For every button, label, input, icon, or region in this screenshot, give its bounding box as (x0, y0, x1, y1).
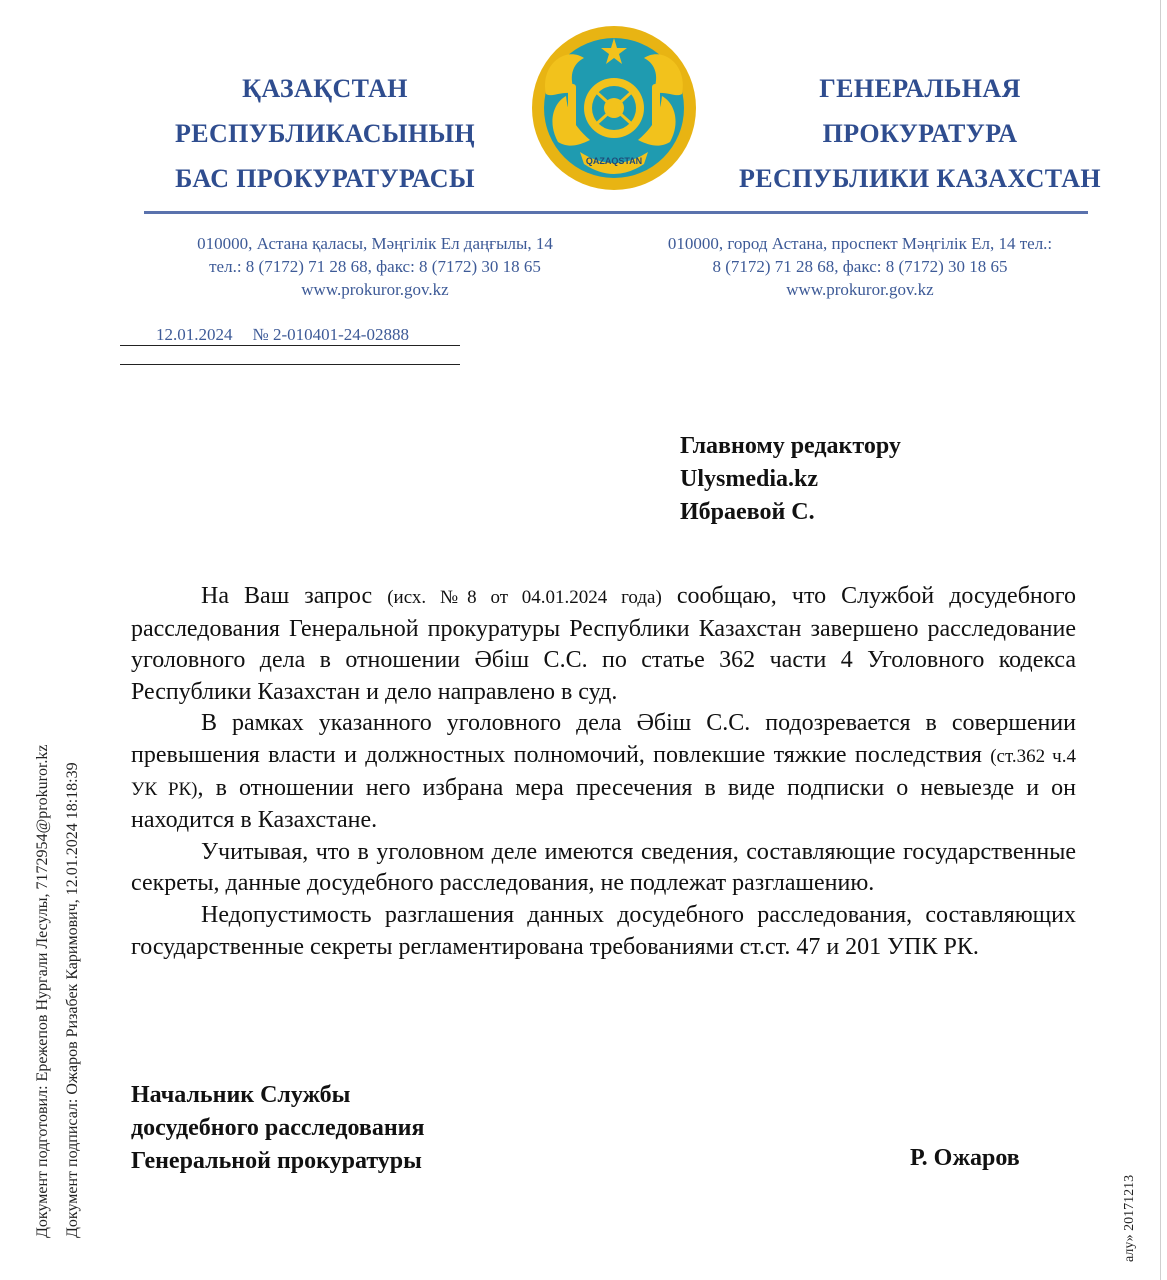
article-reference: (ст.362 ч.4 УК РК) (131, 745, 1076, 800)
address-kz (130, 232, 620, 301)
header-ru-line: ПРОКУРАТУРА (822, 119, 1018, 148)
paragraph-text: На Ваш запрос (201, 583, 388, 609)
registration-number (156, 325, 409, 345)
signer-name: Р. Ожаров (910, 1145, 1020, 1171)
addressee-block (680, 430, 901, 529)
address-ru-line: 8 (7172) 71 28 68, факс: 8 (7172) 30 18 65 (712, 257, 1008, 276)
header-ru-title (710, 66, 1130, 201)
header-ru-line: ГЕНЕРАЛЬНАЯ (819, 74, 1021, 103)
side-note-prepared: Документ подготовил: Ережепов Нургали Лесулы, 7172954@prokuror.kz (34, 744, 51, 1238)
body-paragraph: Учитывая, что в уголовном деле имеются сведения, составляющие государственные секреты, данные досудебного расследования, не подлежат разглашению. (131, 838, 1076, 897)
header-ru-line: РЕСПУБЛИКИ КАЗАХСТАН (738, 164, 1102, 193)
letter-body (131, 581, 1076, 963)
address-ru-line: 010000, город Астана, проспект Мәңгілік Ел, 14 тел.: (667, 234, 1053, 253)
header-kz-line: ҚАЗАҚСТАН (242, 74, 408, 103)
paragraph-text: В рамках указанного уголовного дела Әбіш С.С. подозревается в совершении превышения власти и должностных полномочий, повлекшие тяжкие последствия (131, 710, 1076, 768)
header-kz-title (115, 66, 535, 201)
signature-title-line: досудебного расследования (131, 1115, 425, 1141)
side-note-right-edge: алу» 20171213 (1122, 1174, 1137, 1262)
emblem-caption: QAZAQSTAN (585, 156, 643, 166)
signature-title (131, 1079, 424, 1178)
signature-title-line: Начальник Службы (131, 1082, 351, 1108)
addressee-line: Ибраевой С. (680, 499, 815, 525)
state-emblem-icon (528, 24, 700, 196)
signature-title-line: Генеральной прокуратуры (131, 1148, 422, 1174)
addressee-line: Ulysmedia.kz (680, 466, 818, 492)
paragraph-text: , в отношении него избрана мера пресечения в виде подписки о невыезде и он находится в Казахстане. (131, 774, 1076, 834)
registration-date: 12.01.2024 (156, 325, 233, 344)
address-kz-line: 010000, Астана қаласы, Мәңгілік Ел даңғылы, 14 (197, 234, 553, 253)
header-kz-line: БАС ПРОКУРАТУРАСЫ (175, 164, 475, 193)
body-paragraph (131, 708, 1076, 836)
body-paragraph: Недопустимость разглашения данных досудебного расследования, составляющих государственные секреты регламентирована требованиями ст.ст. 47 и 201 УПК РК. (131, 901, 1076, 960)
registration-underline (120, 345, 460, 346)
address-ru (620, 232, 1100, 301)
address-kz-line: тел.: 8 (7172) 71 28 68, факс: 8 (7172) 30 18 65 (209, 257, 541, 276)
registration-code: № 2-010401-24-02888 (252, 325, 409, 344)
paragraph-text: сообщаю, что Службой досудебного расследования Генеральной прокуратуры Республики Казахстан завершено расследование уголовного дела в отношении Әбіш С.С. по статье 362 части 4 Уголовного кодекса Республики Казахстан и дело направлено в суд. (131, 583, 1077, 705)
address-ru-website: www.prokuror.gov.kz (786, 280, 934, 299)
address-kz-website: www.prokuror.gov.kz (301, 280, 449, 299)
header-kz-line: РЕСПУБЛИКАСЫНЫҢ (174, 119, 476, 148)
side-note-signed: Документ подписал: Ожаров Ризабек Каримович, 12.01.2024 18:18:39 (64, 762, 81, 1238)
header-divider (144, 211, 1088, 214)
addressee-line: Главному редактору (680, 433, 901, 459)
body-paragraph (131, 581, 1076, 708)
registration-underline (120, 364, 460, 365)
request-reference: (исх. №8 от 04.01.2024 года) (387, 587, 662, 608)
